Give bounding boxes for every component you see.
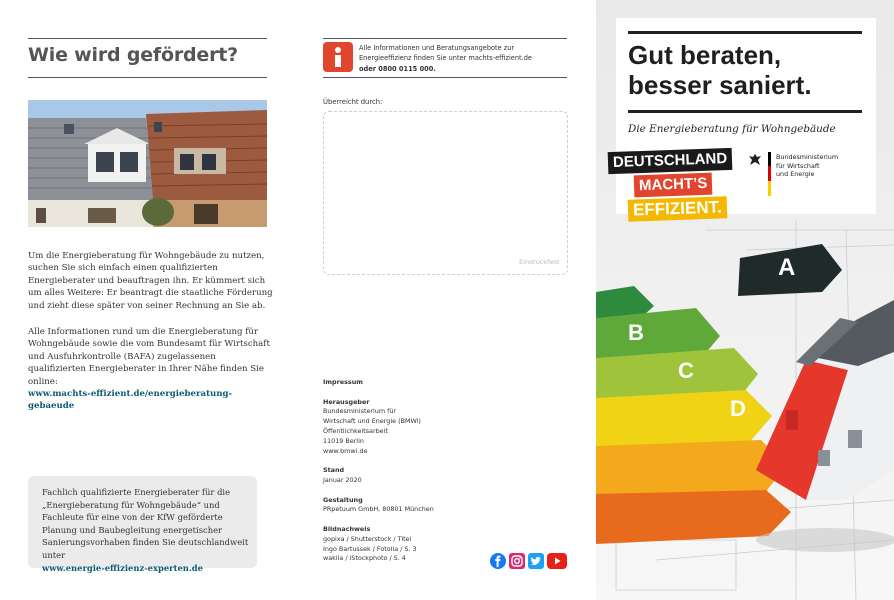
handed-over-label: Überreicht durch: — [323, 98, 383, 106]
cover-top-rule — [628, 31, 862, 34]
machts-effizient-link[interactable]: www.machts-effizient.de/energieberatung-gebaeude — [28, 389, 233, 412]
campaign-logo-line1: DEUTSCHLAND — [608, 148, 733, 174]
cover-title: Gut beraten, besser saniert. — [628, 40, 812, 100]
intro-paragraph — [28, 250, 273, 312]
info-line-2: Energieeffizienz finden Sie unter machts-effizient.de — [359, 54, 532, 63]
info-icon — [323, 42, 353, 72]
experts-link[interactable]: www.energie-effizienz-experten.de — [42, 562, 203, 573]
ministry-name — [776, 153, 846, 179]
houses-photo — [28, 100, 267, 227]
info-paragraph — [28, 326, 273, 413]
facebook-icon[interactable] — [490, 553, 506, 569]
info-line-3: oder 0800 0115 000. — [359, 64, 436, 73]
ministry-line: für Wirtschaft — [776, 161, 820, 170]
info-note — [359, 43, 564, 74]
info-top-rule — [323, 38, 567, 39]
publisher-heading: Herausgeber — [323, 397, 370, 406]
ministry-line: Bundesministerium — [776, 153, 839, 161]
publisher-line: 11019 Berlin — [323, 436, 364, 445]
publisher-line: Öffentlichkeitsarbeit — [323, 426, 388, 435]
twitter-icon[interactable] — [528, 553, 544, 569]
credit-line: wakila / iStockphoto / S. 4 — [323, 554, 406, 563]
federal-eagle-icon — [748, 152, 762, 166]
date-value: Januar 2020 — [323, 475, 362, 484]
cover-title-rule — [628, 110, 862, 113]
title-underline — [28, 77, 267, 78]
credit-line: gopixa / Shutterstock / Titel — [323, 534, 412, 543]
energy-label-b: B — [628, 320, 644, 345]
section-title: Wie wird gefördert? — [28, 44, 238, 66]
publisher-line: Wirtschaft und Energie (BMWi) — [323, 417, 421, 426]
publisher-line: Bundesministerium für — [323, 407, 397, 416]
imprint — [323, 378, 523, 564]
intro-text: Um die Energieberatung für Wohngebäude zu nutzen, suchen Sie sich einfach einen qualifizierten Energieberater und beauftragen ihn. Er kümmert sich um alles Weitere: Er beantragt die staatliche Förderung und zieht diese später von seiner Rechnung an Sie ab. — [28, 251, 273, 311]
experts-box — [28, 476, 257, 573]
design-heading: Gestaltung — [323, 495, 363, 504]
ministry-line: und Energie — [776, 170, 815, 179]
info-bottom-rule — [323, 77, 567, 78]
design-value: PRpetuum GmbH, 80801 München — [323, 505, 434, 514]
stamp-field-label: Eindruckfeld — [519, 258, 559, 266]
date-heading: Stand — [323, 466, 345, 475]
youtube-icon[interactable] — [547, 553, 567, 569]
publisher-website[interactable]: www.bmwi.de — [323, 446, 368, 455]
credit-line: Ingo Bartussek / Fotolia / S. 3 — [323, 544, 417, 553]
instagram-icon[interactable] — [509, 553, 525, 569]
energy-label-c: C — [678, 358, 694, 383]
top-rule — [28, 38, 267, 39]
campaign-logo-line2: MACHT’S — [634, 173, 713, 198]
german-flag-stripe — [768, 152, 771, 196]
imprint-title: Impressum — [323, 378, 363, 386]
energy-label-a: A — [778, 254, 796, 281]
info-text: Alle Informationen rund um die Energieberatung für Wohngebäude sowie die vom Bundesamt für Wirtschaft und Ausfuhrkontrolle (BAFA) zugelassenen qualifizierten Energieberater in Ihrer Nähe finden Sie online: — [28, 327, 270, 387]
energy-label-d: D — [730, 396, 746, 421]
credits-heading: Bildnachweis — [323, 524, 371, 533]
stamp-field — [323, 111, 568, 275]
campaign-logo-line3: EFFIZIENT. — [628, 196, 727, 221]
info-line-1: Alle Informationen und Beratungsangebote zur — [359, 44, 515, 52]
cover-subtitle: Die Energieberatung für Wohngebäude — [628, 123, 836, 135]
experts-box-text: Fachlich qualifizierte Energieberater für die „Energieberatung für Wohngebäude“ und Fachleute für eine von der KfW geförderte Planung und Baubegleitung energetischer Sanierungsvorhaben finden Sie deutschlandweit unter — [42, 487, 249, 560]
